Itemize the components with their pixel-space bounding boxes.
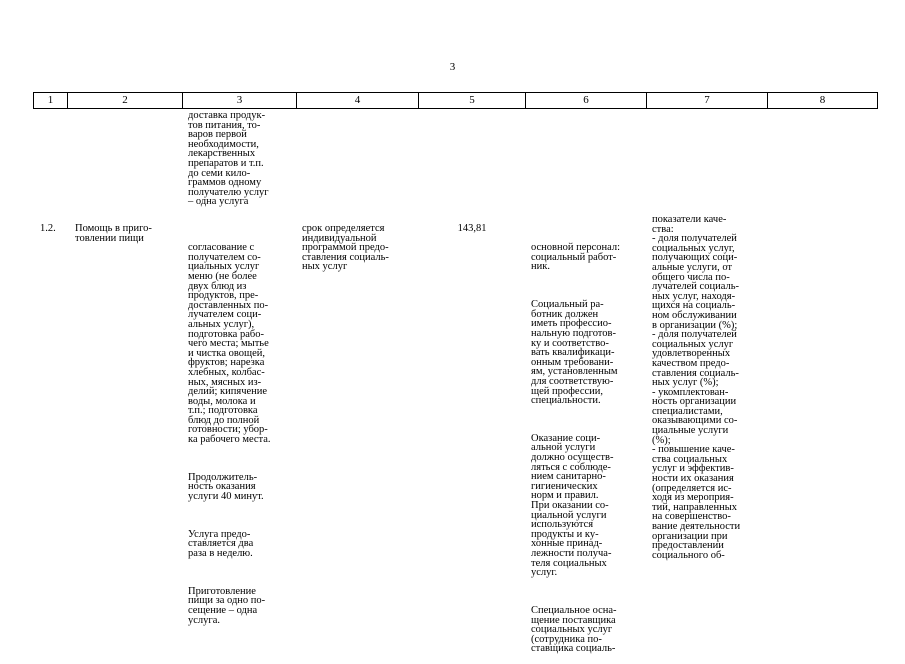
header-cell-8: 8 [768, 93, 878, 109]
page-number: 3 [449, 61, 456, 73]
header-row [34, 93, 878, 109]
service-term: срок определяется индивидуальной программой предо- ставления социаль- ных услуг [302, 223, 389, 273]
service-conditions [531, 224, 620, 664]
service-frequency-paragraph: Услуга предо- ставляется два раза в неделю. [188, 528, 254, 559]
service-name: Помощь в приго- товлении пищи [75, 223, 152, 244]
conditions-sanitary-paragraph: Оказание соци- альной услуги должно осуществ- ляться с соблюде- нием санитарно- гигиенических норм и правил. При оказании со- циальной услуги используются продукты и ку- хонные принад- лежности получа- теля социальных услуг. [531, 432, 614, 579]
service-duration-paragraph: Продолжитель- ность оказания услуги 40 минут. [188, 471, 264, 503]
table-header [33, 92, 878, 109]
conditions-equipment-paragraph: Специальное осна- щение поставщика социальных услуг (сотрудника по- ставщика социаль- [531, 604, 617, 655]
service-unit-paragraph: Приготовление пищи за одно по- сещение – одна услуга. [188, 585, 266, 626]
continuation-service-description: доставка продук- тов питания, то- варов первой необходимости, лекарственных препаратов и т.п. до семи кило- граммов одному получателю услуг – одна услуга [188, 110, 269, 208]
service-description [188, 224, 271, 635]
header-cell-6: 6 [526, 93, 647, 109]
header-cell-1: 1 [34, 93, 68, 109]
header-cell-3: 3 [183, 93, 297, 109]
header-cell-5: 5 [419, 93, 526, 109]
service-tariff: 143,81 [457, 223, 487, 234]
conditions-staff-paragraph: основной персонал: социальный работ- ник. [531, 242, 621, 273]
header-cell-7: 7 [647, 93, 768, 109]
header-cell-4: 4 [297, 93, 419, 109]
row-number: 1.2. [40, 223, 56, 234]
service-description-paragraph: согласование с получателем со- циальных услуг меню (не более двух блюд из продуктов, пре- доставленных по- лучателем соци- альных услуг), подготовка рабо- чего места; мытье и чистка овощей, фруктов; нарезка хлебных, колбас- ных, мясных из- делий; кипячение воды, молока и т.п.; подготовка блюд до полной готовности; убор- ка рабочего места. [188, 242, 271, 446]
quality-indicators: показатели каче- ства: - доля получателей социальных услуг, получающих соци- альные услуги, от общего числа по- лучателей социаль- ных услуг, находя- щихся на социаль- ном обслуживании в организации (%); - доля получателей социальных услуг удовлетворенных качеством предо- ставления социаль- ных услуг (%); - укомплектован- ность организации специалистами, оказывающими со- циальные услуги (%); - повышение каче- ства социальных услуг и эффектив- ности их оказания (определяется ис- ходя из мероприя- тий, направленных на совершенство- вание деятельности организации при предоставлении социального об- [652, 214, 741, 561]
conditions-qualification-paragraph: Социальный ра- ботник должен иметь профессио- нальную подготов- ку и соответство- вать квалификаци- онным требовани- ям, установленным для соответствую- щей профессии, специальности. [531, 299, 618, 407]
header-cell-2: 2 [68, 93, 183, 109]
